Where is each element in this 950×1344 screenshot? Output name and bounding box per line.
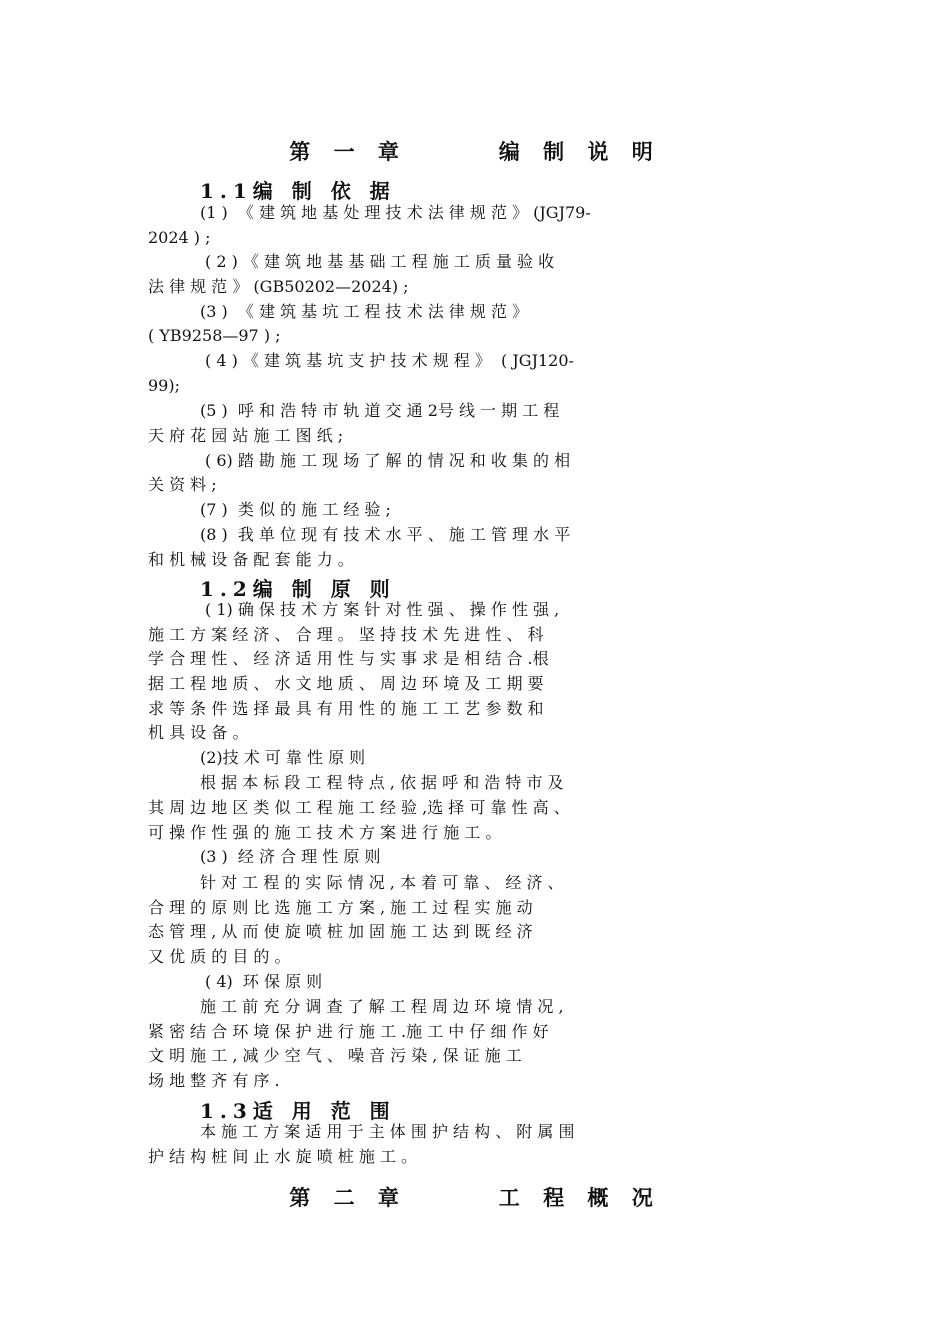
basis-line: (1 ) 《 建 筑 地 基 处 理 技 术 法 律 规 范 》 (JGJ79- [200, 203, 591, 222]
principle-line: 求 等 条 件 选 择 最 具 有 用 性 的 施 工 工 艺 参 数 和 [148, 699, 544, 718]
basis-line: (7 ) 类 似 的 施 工 经 验 ; [200, 500, 391, 519]
basis-line: 2024 ) ; [148, 228, 211, 247]
principle-line: 施 工 前 充 分 调 查 了 解 工 程 周 边 环 境 情 况 , [200, 997, 564, 1016]
section-1-3-title: 1.3适 用 范 围 [200, 1099, 396, 1123]
basis-line: ( YB9258—97 ) ; [148, 326, 281, 345]
section-1-2-title: 1.2编 制 原 则 [200, 577, 396, 601]
principle-line: 机 具 设 备 。 [148, 723, 249, 742]
chapter-1-title: 第 一 章 编 制 说 明 [289, 139, 661, 164]
basis-line: ( 4 ) 《 建 筑 基 坑 支 护 技 术 规 程 》 ( JGJ120- [205, 351, 574, 370]
basis-line: 99); [148, 376, 180, 395]
basis-line: (5 ) 呼 和 浩 特 市 轨 道 交 通 2号 线 一 期 工 程 [200, 401, 560, 420]
basis-line: ( 6) 踏 勘 施 工 现 场 了 解 的 情 况 和 收 集 的 相 [205, 451, 571, 470]
section-1-1-title: 1.1编 制 依 据 [200, 179, 396, 203]
principle-line: 紧 密 结 合 环 境 保 护 进 行 施 工 .施 工 中 仔 细 作 好 [148, 1022, 549, 1041]
basis-line: 关 资 料 ; [148, 475, 217, 494]
principle-line: 可 操 作 性 强 的 施 工 技 术 方 案 进 行 施 工 。 [148, 823, 502, 842]
principle-line: ( 1) 确 保 技 术 方 案 针 对 性 强 、 操 作 性 强 , [205, 600, 560, 619]
principle-line: (3 ) 经 济 合 理 性 原 则 [200, 847, 381, 866]
basis-line: (8 ) 我 单 位 现 有 技 术 水 平 、 施 工 管 理 水 平 [200, 525, 571, 544]
basis-line: ( 2 ) 《 建 筑 地 基 基 础 工 程 施 工 质 量 验 收 [205, 252, 555, 271]
principle-line: 合 理 的 原 则 比 选 施 工 方 案 , 施 工 过 程 实 施 动 [148, 898, 533, 917]
principle-line: 其 周 边 地 区 类 似 工 程 施 工 经 验 ,选 择 可 靠 性 高 、 [148, 798, 570, 817]
chapter-2-title: 第 二 章 工 程 概 况 [289, 1185, 661, 1210]
principle-line: 根 据 本 标 段 工 程 特 点 , 依 据 呼 和 浩 特 市 及 [200, 773, 564, 792]
principle-line: 态 管 理 , 从 而 使 旋 喷 桩 加 固 施 工 达 到 既 经 济 [148, 922, 533, 941]
principle-line: 又 优 质 的 目 的 。 [148, 947, 291, 966]
basis-line: 天 府 花 园 站 施 工 图 纸 ; [148, 426, 344, 445]
basis-line: 和 机 械 设 备 配 套 能 力 。 [148, 550, 354, 569]
scope-line: 护 结 构 桩 间 止 水 旋 喷 桩 施 工 。 [148, 1147, 418, 1166]
basis-line: (3 ) 《 建 筑 基 坑 工 程 技 术 法 律 规 范 》 [200, 302, 529, 321]
principle-line: 场 地 整 齐 有 序 . [148, 1071, 280, 1090]
principle-line: ( 4) 环 保 原 则 [205, 972, 323, 991]
principle-line: 施 工 方 案 经 济 、 合 理 。 坚 持 技 术 先 进 性 、 科 [148, 625, 544, 644]
principle-line: 针 对 工 程 的 实 际 情 况 , 本 着 可 靠 、 经 济 、 [200, 873, 564, 892]
principle-line: (2)技 术 可 靠 性 原 则 [200, 748, 366, 767]
principle-line: 文 明 施 工 , 减 少 空 气 、 噪 音 污 染 , 保 证 施 工 [148, 1046, 522, 1065]
principle-line: 据 工 程 地 质 、 水 文 地 质 、 周 边 环 境 及 工 期 要 [148, 674, 544, 693]
principle-line: 学 合 理 性 、 经 济 适 用 性 与 实 事 求 是 相 结 合 .根 [148, 649, 549, 668]
basis-line: 法 律 规 范 》 (GB50202—2024) ; [148, 277, 409, 296]
scope-line: 本 施 工 方 案 适 用 于 主 体 围 护 结 构 、 附 属 围 [200, 1122, 575, 1141]
